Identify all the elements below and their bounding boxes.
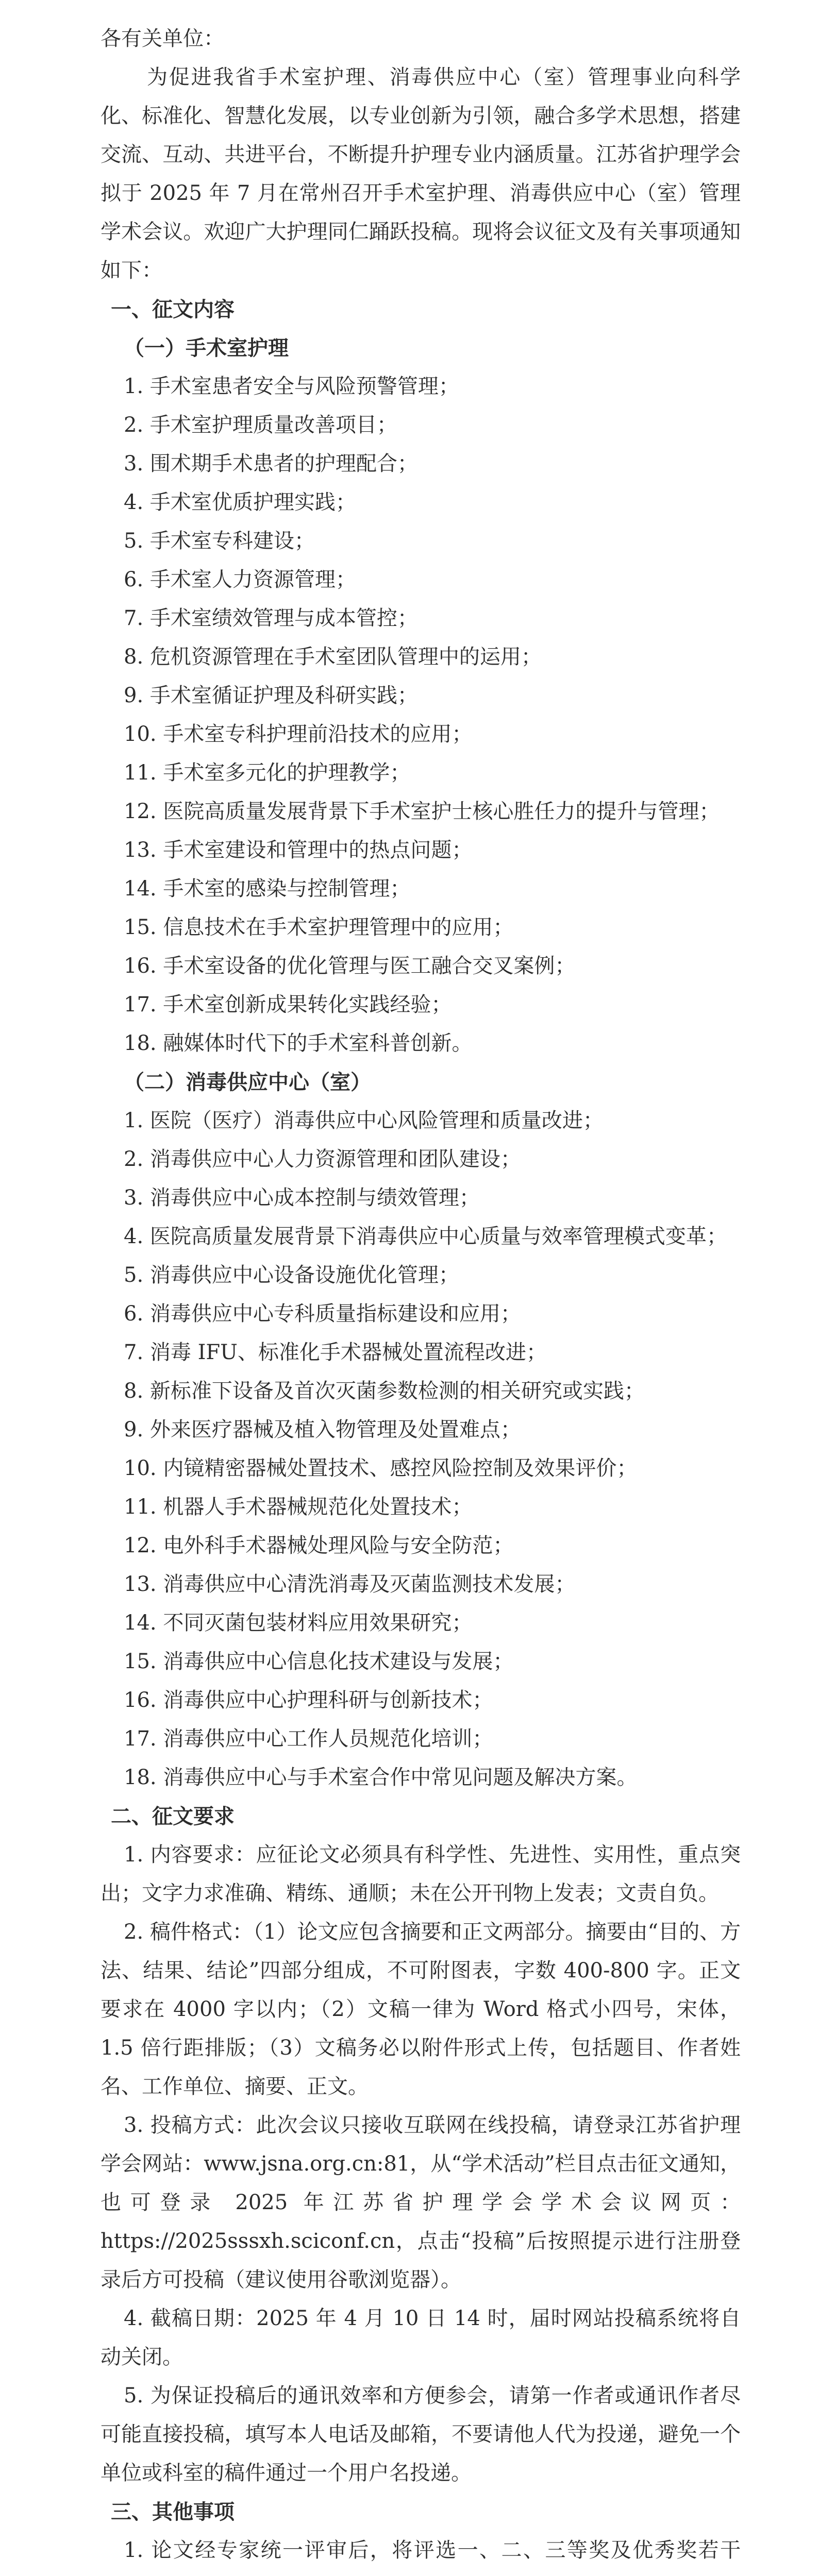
- list-item: 9. 手术室循证护理及科研实践；: [124, 684, 418, 707]
- list-item: 13. 手术室建设和管理中的热点问题；: [124, 838, 473, 862]
- list-item: 5. 消毒供应中心设备设施优化管理；: [124, 1263, 459, 1287]
- sub-heading-operating-room: （一）手术室护理: [124, 336, 289, 360]
- list-item: 1. 医院（医疗）消毒供应中心风险管理和质量改进；: [124, 1109, 604, 1132]
- list-item: 9. 外来医疗器械及植入物管理及处置难点；: [124, 1418, 521, 1442]
- sub-heading-sterile-supply: （二）消毒供应中心（室）: [124, 1070, 371, 1094]
- list-item: 15. 消毒供应中心信息化技术建设与发展；: [124, 1650, 514, 1673]
- list-item: 6. 手术室人力资源管理；: [124, 568, 356, 591]
- other-item: 1. 论文经专家统一评审后，将评选一、二、三等奖及优秀奖若干: [124, 2538, 741, 2562]
- list-item: 5. 手术室专科建设；: [124, 529, 315, 553]
- list-item: 17. 手术室创新成果转化实践经验；: [124, 993, 452, 1016]
- requirement-item: 5. 为保证投稿后的通讯效率和方便参会，请第一作者或通讯作者尽可能直接投稿，填写本人电话及邮箱，不要请他人代为投递，避免一个单位或科室的稿件通过一个用户名投递。: [101, 2384, 741, 2485]
- list-item: 6. 消毒供应中心专科质量指标建设和应用；: [124, 1302, 521, 1326]
- list-item: 7. 手术室绩效管理与成本管控；: [124, 606, 418, 630]
- requirement-item: 2. 稿件格式：（1）论文应包含摘要和正文两部分。摘要由“目的、方法、结果、结论”四部分组成，不可附图表，字数 400-800 字。正文要求在 4000 字以内；（2）文稿一律为 Word 格式小四号，宋体，1.5 倍行距排版；（3）文稿务必以附件形式上传，包括题目、作者姓名、工作单位、摘要、正文。: [101, 1920, 741, 2098]
- list-item: 14. 不同灭菌包装材料应用效果研究；: [124, 1611, 473, 1635]
- list-item: 7. 消毒 IFU、标准化手术器械处置流程改进；: [124, 1341, 547, 1364]
- list-item: 12. 医院高质量发展背景下手术室护士核心胜任力的提升与管理；: [124, 800, 720, 823]
- list-item: 2. 手术室护理质量改善项目；: [124, 413, 397, 437]
- list-item: 4. 手术室优质护理实践；: [124, 490, 356, 514]
- list-item: 13. 消毒供应中心清洗消毒及灭菌监测技术发展；: [124, 1572, 576, 1596]
- list-item: 16. 消毒供应中心护理科研与创新技术；: [124, 1688, 493, 1712]
- list-item: 10. 内镜精密器械处置技术、感控风险控制及效果评价；: [124, 1456, 638, 1480]
- section-heading-call-for-papers: 一、征文内容: [111, 297, 235, 321]
- requirement-item: 3. 投稿方式：此次会议只接收互联网在线投稿，请登录江苏省护理学会网站：www.jsna.org.cn:81，从“学术活动”栏目点击征文通知，也可登录 2025 年江苏省护理学会学术会议网页：https://2025sssxh.sciconf.cn，点击“投稿”后按照提示进行注册登录后方可投稿（建议使用谷歌浏览器）。: [101, 2113, 741, 2292]
- requirement-item: 1. 内容要求：应征论文必须具有科学性、先进性、实用性，重点突出；文字力求准确、精练、通顺；未在公开刊物上发表；文责自负。: [101, 1843, 741, 1905]
- list-item: 17. 消毒供应中心工作人员规范化培训；: [124, 1727, 493, 1751]
- salutation: 各有关单位：: [101, 27, 224, 50]
- list-item: 2. 消毒供应中心人力资源管理和团队建设；: [124, 1147, 521, 1171]
- list-item: 14. 手术室的感染与控制管理；: [124, 877, 411, 901]
- list-item: 11. 手术室多元化的护理教学；: [124, 761, 411, 785]
- list-item: 11. 机器人手术器械规范化处置技术；: [124, 1495, 473, 1519]
- list-item: 16. 手术室设备的优化管理与医工融合交叉案例；: [124, 954, 576, 978]
- list-item: 8. 危机资源管理在手术室团队管理中的运用；: [124, 645, 542, 669]
- sterile-supply-topic-list: [101, 1101, 741, 1797]
- section-heading-other: 三、其他事项: [111, 2500, 235, 2524]
- list-item: 10. 手术室专科护理前沿技术的应用；: [124, 722, 473, 746]
- intro-paragraph: 为促进我省手术室护理、消毒供应中心（室）管理事业向科学化、标准化、智慧化发展，以专业创新为引领，融合多学术思想，搭建交流、互动、共进平台，不断提升护理专业内涵质量。江苏省护理学会拟于 2025 年 7 月在常州召开手术室护理、消毒供应中心（室）管理学术会议。欢迎广大护理同仁踊跃投稿。现将会议征文及有关事项通知如下：: [101, 65, 741, 282]
- list-item: 4. 医院高质量发展背景下消毒供应中心质量与效率管理模式变革；: [124, 1225, 727, 1248]
- list-item: 18. 融媒体时代下的手术室科普创新。: [124, 1031, 473, 1055]
- section-heading-requirements: 二、征文要求: [111, 1804, 235, 1828]
- list-item: 15. 信息技术在手术室护理管理中的应用；: [124, 916, 514, 939]
- list-item: 8. 新标准下设备及首次灭菌参数检测的相关研究或实践；: [124, 1379, 645, 1403]
- list-item: 12. 电外科手术器械处理风险与安全防范；: [124, 1534, 514, 1557]
- list-item: 3. 消毒供应中心成本控制与绩效管理；: [124, 1186, 480, 1210]
- requirement-item: 4. 截稿日期：2025 年 4 月 10 日 14 时，届时网站投稿系统将自动关闭。: [101, 2307, 741, 2369]
- operating-room-topic-list: [101, 367, 741, 1063]
- list-item: 1. 手术室患者安全与风险预警管理；: [124, 375, 459, 398]
- list-item: 18. 消毒供应中心与手术室合作中常见问题及解决方案。: [124, 1766, 638, 1789]
- list-item: 3. 围术期手术患者的护理配合；: [124, 452, 418, 476]
